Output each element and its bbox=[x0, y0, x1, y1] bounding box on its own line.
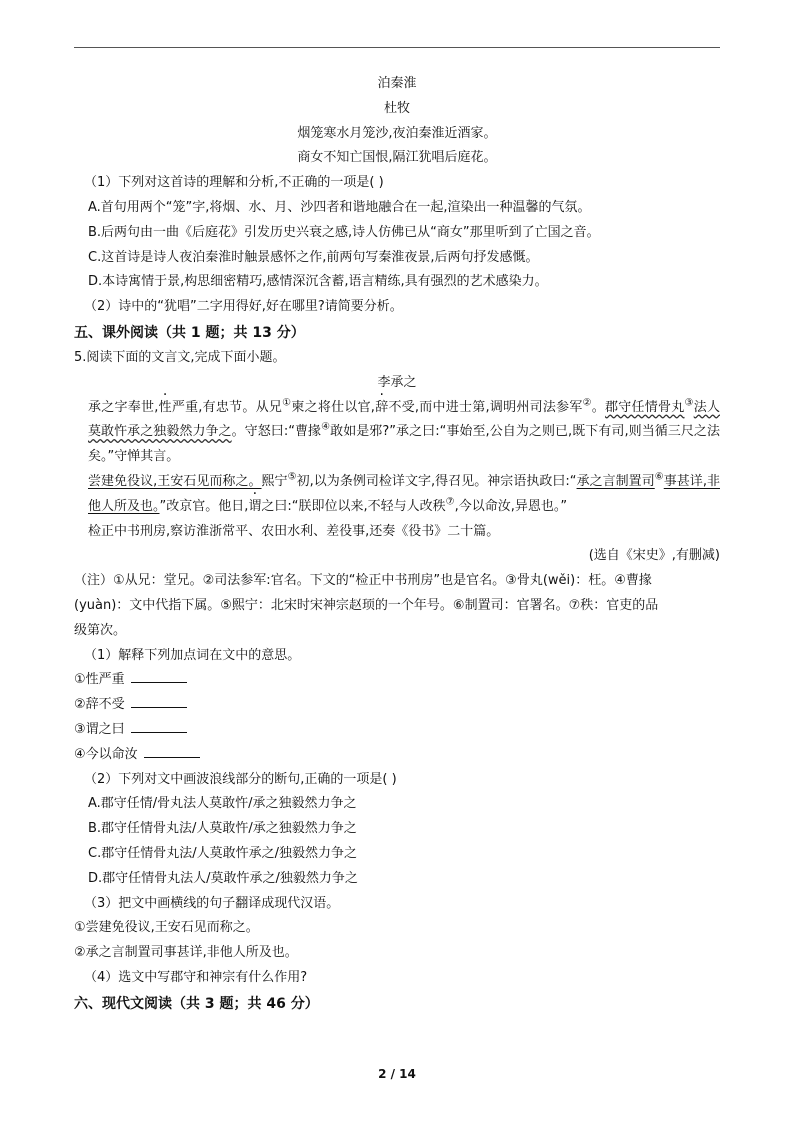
q5-option-c: C.郡守任情骨丸法/人莫敢忤承之/独毅然力争之 bbox=[88, 845, 357, 861]
section-6-heading: 六、现代文阅读（共 3 题；共 46 分） bbox=[74, 995, 319, 1012]
text: 承之字奉世, bbox=[88, 399, 159, 415]
text: 严重 bbox=[98, 672, 125, 688]
passage-paragraph-2 bbox=[74, 470, 720, 520]
text: 之曰 bbox=[98, 721, 125, 737]
passage-source: (选自《宋史》,有删减) bbox=[588, 548, 720, 564]
item-number: ④ bbox=[74, 746, 86, 762]
underlined-sentence: 尝建免役议,王安石见而称之。 bbox=[88, 473, 262, 489]
notes-line-1: （注）①从兄：堂兄。②司法参军:官名。下文的“检正中书刑房”也是官名。③骨丸(wěi)：枉。④曹掾 bbox=[74, 573, 652, 589]
wavy-underlined-text: 郡守任情骨丸 bbox=[605, 399, 685, 415]
translate-sentence-2: ②承之言制置司事甚详,非他人所及也。 bbox=[74, 945, 298, 961]
poem-option-c: C.这首诗是诗人夜泊秦淮时触景感怀之作,前两句写秦淮夜景,后两句抒发感慨。 bbox=[88, 249, 539, 265]
note-marker: ③ bbox=[684, 397, 694, 409]
poem-option-b: B.后两句由一曲《后庭花》引发历史兴衰之感,诗人仿佛已从“商女”那里听到了亡国之音。 bbox=[88, 224, 600, 240]
notes-line-2: (yuàn)：文中代指下属。⑤熙宁：北宋时宋神宗赵顼的一个年号。⑥制置司：官署名。⑦秩：官吏的品 bbox=[74, 597, 659, 613]
dotted-word: 辞 bbox=[374, 399, 389, 415]
dotted-word: 性 bbox=[158, 399, 172, 415]
translate-sentence-1: ①尝建免役议,王安石见而称之。 bbox=[74, 920, 259, 936]
poem-option-d: D.本诗寓情于景,构思细密精巧,感情深沉含蓄,语言精练,具有强烈的艺术感染力。 bbox=[88, 274, 548, 290]
poem-line-2: 商女不知亡国恨,隔江犹唱后庭花。 bbox=[297, 150, 497, 166]
poem-question-2: （2）诗中的“犹唱”二字用得好,好在哪里?请简要分析。 bbox=[84, 299, 403, 315]
text: ”改京官。他日, bbox=[159, 498, 249, 514]
dotted-word: 谓 bbox=[85, 721, 99, 737]
text: 熙宁 bbox=[261, 473, 288, 489]
text: 不受,而中进士第,调明州司法参军 bbox=[388, 399, 583, 415]
note-marker: ④ bbox=[321, 422, 331, 434]
note-marker: ⑤ bbox=[287, 471, 297, 483]
text: 。 bbox=[591, 399, 606, 415]
passage-paragraph-3: 检正中书刑房,察访淮浙常平、农田水利、差役事,还奏《役书》二十篇。 bbox=[88, 523, 500, 539]
q5-option-d: D.郡守任情骨丸法人/莫敢忤承之/独毅然力争之 bbox=[88, 870, 358, 886]
underlined-sentence: 承之言制置司 bbox=[576, 473, 655, 489]
text: 初,以为条例司检详文字,得召见。神宗语执政曰:“ bbox=[296, 473, 577, 489]
section-5-heading: 五、课外阅读（共 1 题；共 13 分） bbox=[74, 324, 305, 341]
text: 柬之将仕以官, bbox=[291, 399, 375, 415]
word-item-3 bbox=[74, 718, 720, 743]
poem-title: 泊秦淮 bbox=[377, 76, 417, 91]
poem-author: 杜牧 bbox=[383, 100, 410, 116]
notes-line-3: 级第次。 bbox=[74, 622, 127, 638]
text: 严重,有忠节。从兄 bbox=[171, 399, 283, 415]
text: ,今以命汝,异恩也。” bbox=[454, 498, 568, 514]
page-number: 2 / 14 bbox=[378, 1067, 416, 1081]
dotted-word: 辞 bbox=[85, 697, 99, 713]
q5-option-b: B.郡守任情骨丸法/人莫敢忤/承之独毅然力争之 bbox=[88, 821, 357, 837]
text: 之曰:“朕即位以来,不轻与人改秩 bbox=[261, 498, 446, 514]
poem-question-1: （1）下列对这首诗的理解和分析,不正确的一项是( ) bbox=[84, 175, 384, 191]
note-marker: ② bbox=[582, 397, 592, 409]
q5-question-4: （4）选文中写郡守和神宗有什么作用? bbox=[84, 969, 308, 985]
document-body bbox=[74, 72, 720, 1017]
answer-blank[interactable] bbox=[144, 743, 200, 758]
q5-question-1: （1）解释下列加点词在文中的意思。 bbox=[84, 647, 301, 663]
text: 敢如是邪?”承之曰:“事始至,公自为之则已,既下有司,则当循三尺之法矣。”守惮其言。 bbox=[88, 424, 720, 465]
text: 不受 bbox=[98, 697, 125, 713]
q5-question-2: （2）下列对文中画波浪线部分的断句,正确的一项是( ) bbox=[84, 771, 397, 787]
answer-blank[interactable] bbox=[131, 668, 187, 683]
dotted-word: 谓 bbox=[248, 498, 262, 514]
passage-paragraph-1 bbox=[74, 396, 720, 470]
q5-option-a: A.郡守任情/骨丸法人莫敢忤/承之独毅然力争之 bbox=[88, 796, 357, 812]
dotted-word: 今 bbox=[85, 746, 99, 762]
header-rule bbox=[74, 47, 720, 48]
underlined-sentence: 事甚详,非他人所及也。 bbox=[88, 473, 720, 514]
word-item-4 bbox=[74, 743, 720, 768]
word-item-2 bbox=[74, 693, 720, 718]
item-number: ③ bbox=[74, 721, 86, 737]
dotted-word: 性 bbox=[85, 672, 99, 688]
note-marker: ⑥ bbox=[654, 471, 664, 483]
item-number: ② bbox=[74, 697, 86, 713]
answer-blank[interactable] bbox=[131, 693, 187, 708]
text: 。守怒曰:“曹掾 bbox=[231, 424, 322, 440]
q5-intro: 5.阅读下面的文言文,完成下面小题。 bbox=[74, 349, 286, 365]
passage-title: 李承之 bbox=[377, 374, 417, 390]
text: 以命汝 bbox=[98, 746, 138, 762]
answer-blank[interactable] bbox=[131, 718, 187, 733]
note-marker: ⑦ bbox=[445, 496, 455, 508]
note-marker: ① bbox=[282, 397, 292, 409]
word-item-1 bbox=[74, 668, 720, 693]
wavy-underlined-text: 法人莫敢忤承之独毅然力争之 bbox=[88, 399, 720, 440]
q5-question-3: （3）把文中画横线的句子翻译成现代汉语。 bbox=[84, 895, 340, 911]
item-number: ① bbox=[74, 672, 86, 688]
poem-line-1: 烟笼寒水月笼沙,夜泊秦淮近酒家。 bbox=[297, 125, 497, 141]
poem-option-a: A.首句用两个“笼”字,将烟、水、月、沙四者和谐地融合在一起,渲染出一种温馨的气氛。 bbox=[88, 199, 591, 215]
